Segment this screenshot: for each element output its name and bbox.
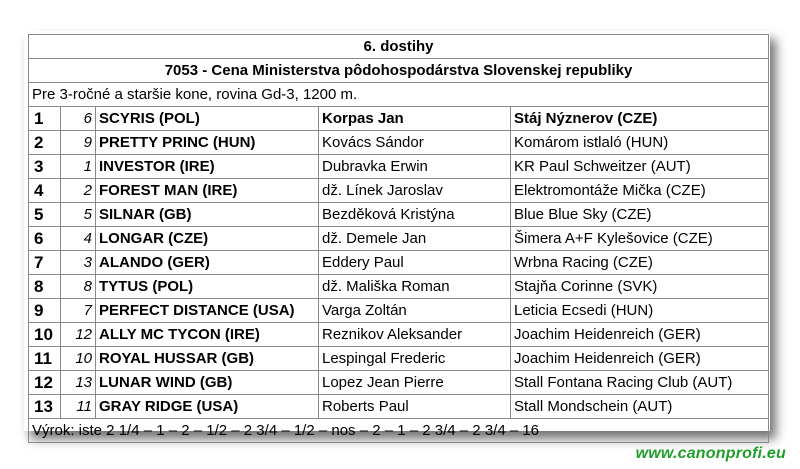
table-row: [29, 227, 769, 251]
table-row: [29, 323, 769, 347]
jockey-name: Kovács Sándor: [319, 131, 511, 155]
placing: 7: [29, 251, 61, 275]
placing: 13: [29, 395, 61, 419]
table-row: [29, 203, 769, 227]
horse-name: SCYRIS (POL): [96, 107, 319, 131]
margins-footer: Výrok: iste 2 1/4 – 1 – 2 – 1/2 – 2 3/4 – 1/2 – nos – 2 – 1 – 2 3/4 – 2 3/4 – 16: [29, 419, 769, 443]
jockey-name: dž. Demele Jan: [319, 227, 511, 251]
owner-name: Joachim Heidenreich (GER): [511, 347, 769, 371]
placing: 2: [29, 131, 61, 155]
start-number: 3: [61, 251, 96, 275]
race-results-table: [28, 34, 769, 443]
placing: 9: [29, 299, 61, 323]
horse-name: GRAY RIDGE (USA): [96, 395, 319, 419]
start-number: 10: [61, 347, 96, 371]
start-number: 2: [61, 179, 96, 203]
watermark: www.canonprofi.eu: [635, 445, 786, 462]
jockey-name: Lespingal Frederic: [319, 347, 511, 371]
race-subtitle: 7053 - Cena Ministerstva pôdohospodárstva Slovenskej republiky: [29, 59, 769, 83]
horse-name: PERFECT DISTANCE (USA): [96, 299, 319, 323]
jockey-name: Korpas Jan: [319, 107, 511, 131]
footer-row: [29, 419, 769, 443]
jockey-name: Roberts Paul: [319, 395, 511, 419]
table-row: [29, 299, 769, 323]
owner-name: Šimera A+F Kylešovice (CZE): [511, 227, 769, 251]
race-title: 6. dostihy: [29, 35, 769, 59]
placing: 11: [29, 347, 61, 371]
owner-name: Stajňa Corinne (SVK): [511, 275, 769, 299]
table-row: [29, 347, 769, 371]
placing: 3: [29, 155, 61, 179]
owner-name: Komárom istlaló (HUN): [511, 131, 769, 155]
table-row: [29, 275, 769, 299]
race-conditions: Pre 3-ročné a staršie kone, rovina Gd-3, 1200 m.: [29, 83, 769, 107]
race-title-row: [29, 35, 769, 59]
horse-name: LUNAR WIND (GB): [96, 371, 319, 395]
placing: 10: [29, 323, 61, 347]
owner-name: Stall Mondschein (AUT): [511, 395, 769, 419]
placing: 6: [29, 227, 61, 251]
owner-name: Joachim Heidenreich (GER): [511, 323, 769, 347]
horse-name: PRETTY PRINC (HUN): [96, 131, 319, 155]
placing: 5: [29, 203, 61, 227]
owner-name: KR Paul Schweitzer (AUT): [511, 155, 769, 179]
owner-name: Stall Fontana Racing Club (AUT): [511, 371, 769, 395]
owner-name: Elektromontáže Mička (CZE): [511, 179, 769, 203]
start-number: 6: [61, 107, 96, 131]
horse-name: TYTUS (POL): [96, 275, 319, 299]
table-row: [29, 371, 769, 395]
race-subtitle-row: [29, 59, 769, 83]
jockey-name: Lopez Jean Pierre: [319, 371, 511, 395]
jockey-name: dž. Mališka Roman: [319, 275, 511, 299]
start-number: 9: [61, 131, 96, 155]
start-number: 8: [61, 275, 96, 299]
start-number: 4: [61, 227, 96, 251]
table-row: [29, 131, 769, 155]
placing: 1: [29, 107, 61, 131]
placing: 4: [29, 179, 61, 203]
horse-name: ROYAL HUSSAR (GB): [96, 347, 319, 371]
table-row: [29, 251, 769, 275]
start-number: 1: [61, 155, 96, 179]
table-row: [29, 155, 769, 179]
race-conditions-row: [29, 83, 769, 107]
horse-name: ALLY MC TYCON (IRE): [96, 323, 319, 347]
horse-name: INVESTOR (IRE): [96, 155, 319, 179]
jockey-name: Dubravka Erwin: [319, 155, 511, 179]
table-row: [29, 107, 769, 131]
start-number: 7: [61, 299, 96, 323]
placing: 8: [29, 275, 61, 299]
jockey-name: Varga Zoltán: [319, 299, 511, 323]
jockey-name: dž. Línek Jaroslav: [319, 179, 511, 203]
start-number: 13: [61, 371, 96, 395]
table-row: [29, 179, 769, 203]
table-row: [29, 395, 769, 419]
start-number: 5: [61, 203, 96, 227]
horse-name: LONGAR (CZE): [96, 227, 319, 251]
owner-name: Blue Blue Sky (CZE): [511, 203, 769, 227]
horse-name: FOREST MAN (IRE): [96, 179, 319, 203]
start-number: 12: [61, 323, 96, 347]
jockey-name: Eddery Paul: [319, 251, 511, 275]
placing: 12: [29, 371, 61, 395]
horse-name: SILNAR (GB): [96, 203, 319, 227]
horse-name: ALANDO (GER): [96, 251, 319, 275]
jockey-name: Bezděková Kristýna: [319, 203, 511, 227]
start-number: 11: [61, 395, 96, 419]
jockey-name: Reznikov Aleksander: [319, 323, 511, 347]
owner-name: Leticia Ecsedi (HUN): [511, 299, 769, 323]
owner-name: Stáj Nýznerov (CZE): [511, 107, 769, 131]
owner-name: Wrbna Racing (CZE): [511, 251, 769, 275]
